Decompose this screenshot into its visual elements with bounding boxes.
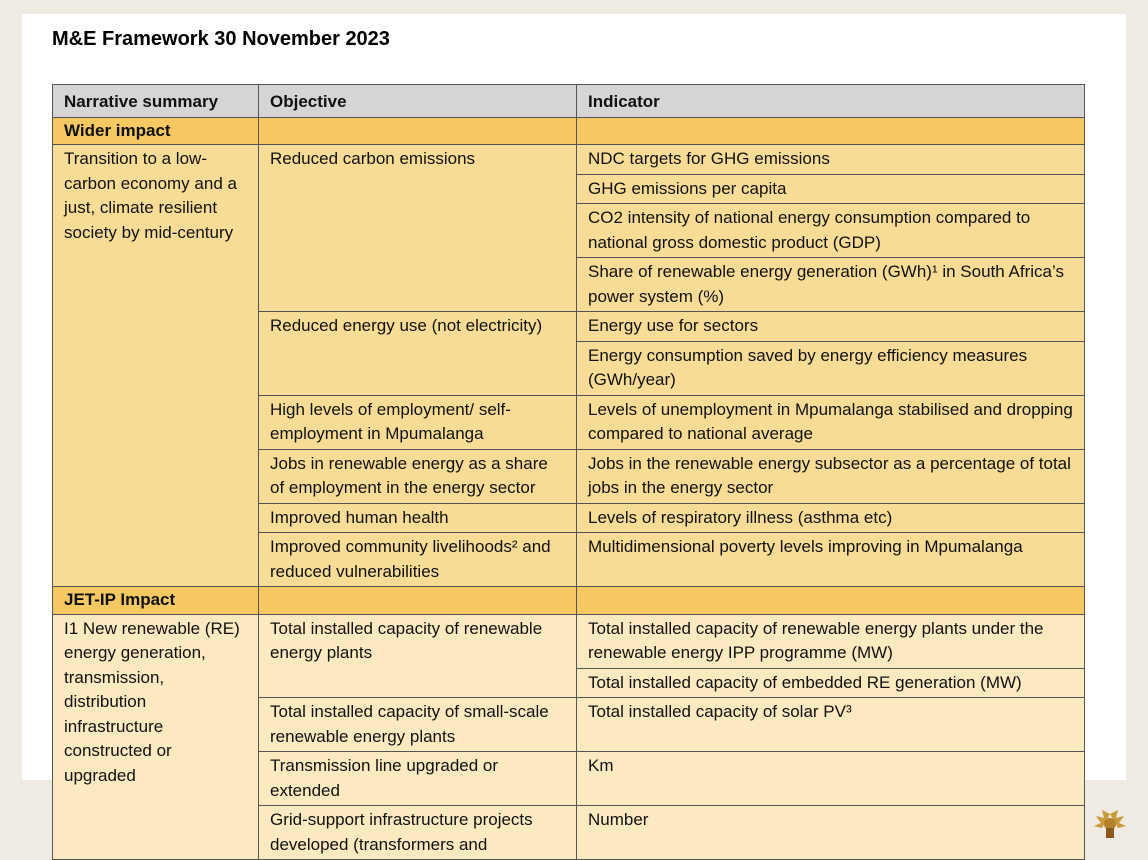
document-title: M&E Framework 30 November 2023 — [52, 28, 390, 50]
section-row-wider-impact — [53, 117, 1085, 145]
objective-cell: Total installed capacity of renewable energy plants — [259, 614, 577, 698]
objective-cell: Reduced energy use (not electricity) — [259, 312, 577, 396]
indicator-cell: Total installed capacity of embedded RE generation (MW) — [577, 668, 1085, 698]
indicator-cell: NDC targets for GHG emissions — [577, 145, 1085, 175]
objective-cell: Reduced carbon emissions — [259, 145, 577, 312]
header-objective: Objective — [259, 85, 577, 118]
indicator-cell: Share of renewable energy generation (GWh)¹ in South Africa’s power system (%) — [577, 258, 1085, 312]
objective-cell: Jobs in renewable energy as a share of employment in the energy sector — [259, 449, 577, 503]
objective-cell: High levels of employment/ self-employment in Mpumalanga — [259, 395, 577, 449]
narrative-cell: I1 New renewable (RE) energy generation, transmission, distribution infrastructure constructed or upgraded — [53, 614, 259, 860]
objective-cell: Grid-support infrastructure projects developed (transformers and — [259, 806, 577, 860]
section-label: Wider impact — [53, 117, 259, 145]
indicator-cell: CO2 intensity of national energy consumption compared to national gross domestic product (GDP) — [577, 204, 1085, 258]
document-page — [22, 14, 1126, 854]
table-row — [53, 145, 1085, 175]
indicator-cell: Number — [577, 806, 1085, 860]
indicator-cell: Energy consumption saved by energy efficiency measures (GWh/year) — [577, 341, 1085, 395]
indicator-cell: Total installed capacity of renewable energy plants under the renewable energy IPP programme (MW) — [577, 614, 1085, 668]
section-row-jet-ip-impact — [53, 587, 1085, 615]
objective-cell: Improved community livelihoods² and reduced vulnerabilities — [259, 533, 577, 587]
indicator-cell: Total installed capacity of solar PV³ — [577, 698, 1085, 752]
objective-cell: Total installed capacity of small-scale renewable energy plants — [259, 698, 577, 752]
objective-cell: Transmission line upgraded or extended — [259, 752, 577, 806]
objective-cell: Improved human health — [259, 503, 577, 533]
narrative-cell: Transition to a low-carbon economy and a just, climate resilient society by mid-century — [53, 145, 259, 587]
section-label: JET-IP Impact — [53, 587, 259, 615]
table-row — [53, 614, 1085, 668]
indicator-cell: Levels of respiratory illness (asthma etc) — [577, 503, 1085, 533]
coat-of-arms-logo — [1090, 808, 1130, 838]
indicator-cell: Energy use for sectors — [577, 312, 1085, 342]
header-narrative-summary: Narrative summary — [53, 85, 259, 118]
me-framework-table — [52, 84, 1085, 860]
indicator-cell: GHG emissions per capita — [577, 174, 1085, 204]
indicator-cell: Multidimensional poverty levels improving in Mpumalanga — [577, 533, 1085, 587]
header-indicator: Indicator — [577, 85, 1085, 118]
indicator-cell: Levels of unemployment in Mpumalanga stabilised and dropping compared to national average — [577, 395, 1085, 449]
indicator-cell: Jobs in the renewable energy subsector as a percentage of total jobs in the energy sector — [577, 449, 1085, 503]
indicator-cell: Km — [577, 752, 1085, 806]
table-header-row — [53, 85, 1085, 118]
